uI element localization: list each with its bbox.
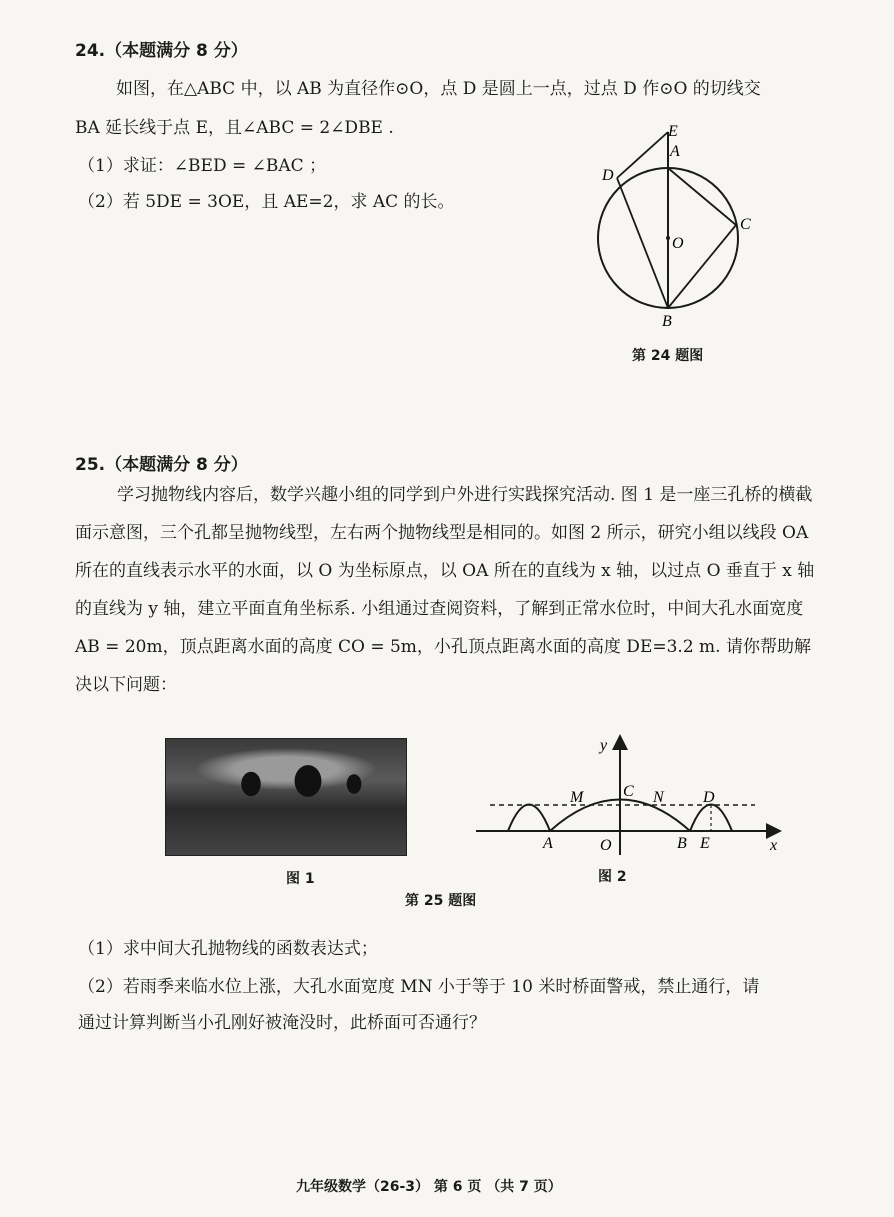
label-b: B xyxy=(662,313,672,330)
q25-figure2 xyxy=(470,730,790,860)
label-d: D xyxy=(602,167,614,184)
q25-heading: 25.（本题满分 8 分） xyxy=(75,455,248,475)
label-o: O xyxy=(672,235,684,252)
q24-figure xyxy=(580,118,780,338)
q25-part2-line1: （2）若雨季来临水位上涨，大孔水面宽度 MN 小于等于 10 米时桥面警戒，禁止通行，请 xyxy=(78,977,760,997)
q24-heading: 24.（本题满分 8 分） xyxy=(75,41,248,61)
fig2-caption: 图 2 xyxy=(598,869,627,885)
q24-part1: （1）求证：∠BED = ∠BAC ； xyxy=(78,156,327,176)
q25-part1: （1）求中间大孔抛物线的函数表达式； xyxy=(78,939,378,959)
q24-stem-line1: 如图，在△ABC 中，以 AB 为直径作⊙O，点 D 是圆上一点，过点 D 作⊙O 的切线交 xyxy=(116,79,761,99)
label-c: C xyxy=(740,216,751,233)
tangent-de xyxy=(617,132,668,178)
label-a2: A xyxy=(543,835,553,852)
label-e2: E xyxy=(700,835,710,852)
label-y: y xyxy=(600,737,608,754)
label-b2: B xyxy=(677,835,687,852)
label-x: x xyxy=(770,837,778,854)
label-o2: O xyxy=(600,837,612,854)
q24-part2: （2）若 5DE = 3OE，且 AE=2，求 AC 的长。 xyxy=(78,192,455,212)
label-a: A xyxy=(670,143,680,160)
label-e: E xyxy=(668,123,678,140)
center-point xyxy=(666,236,670,240)
q24-stem-line2: BA 延长线于点 E，且∠ABC = 2∠DBE . xyxy=(75,118,394,138)
bridge-photo xyxy=(165,738,407,856)
label-m: M xyxy=(570,789,584,806)
q25-part2-line2: 通过计算判断当小孔刚好被淹没时，此桥面可否通行？ xyxy=(78,1013,486,1033)
page-footer: 九年级数学（26-3） 第 6 页 （共 7 页） xyxy=(296,1179,562,1195)
q24-figure-caption: 第 24 题图 xyxy=(632,348,704,364)
label-c2: C xyxy=(623,783,634,800)
line-db xyxy=(617,178,668,308)
q25-figure-caption: 第 25 题图 xyxy=(405,893,477,909)
label-d2: D xyxy=(703,789,715,806)
label-n: N xyxy=(653,789,664,806)
fig1-caption: 图 1 xyxy=(286,871,315,887)
q25-paragraph: 学习抛物线内容后，数学兴趣小组的同学到户外进行实践探究活动. 图 1 是一座三孔桥的横截面示意图，三个孔都呈抛物线型，左右两个抛物线型是相同的。如图 2 所示，研究小组以线段 OA 所在的直线表示水平的水面，以 O 为坐标原点，以 OA 所在的直线为 x 轴，以过点 O 垂直于 x 轴的直线为 y 轴，建立平面直角坐标系. 小组通过查阅资料，了解到正常水位时，中间大孔水面宽度 AB = 20m，顶点距离水面的高度 CO = 5m，小孔顶点距离水面的高度 DE=3.2 m. 请你帮助解决以下问题： xyxy=(75,485,815,695)
left-arch xyxy=(508,805,550,832)
